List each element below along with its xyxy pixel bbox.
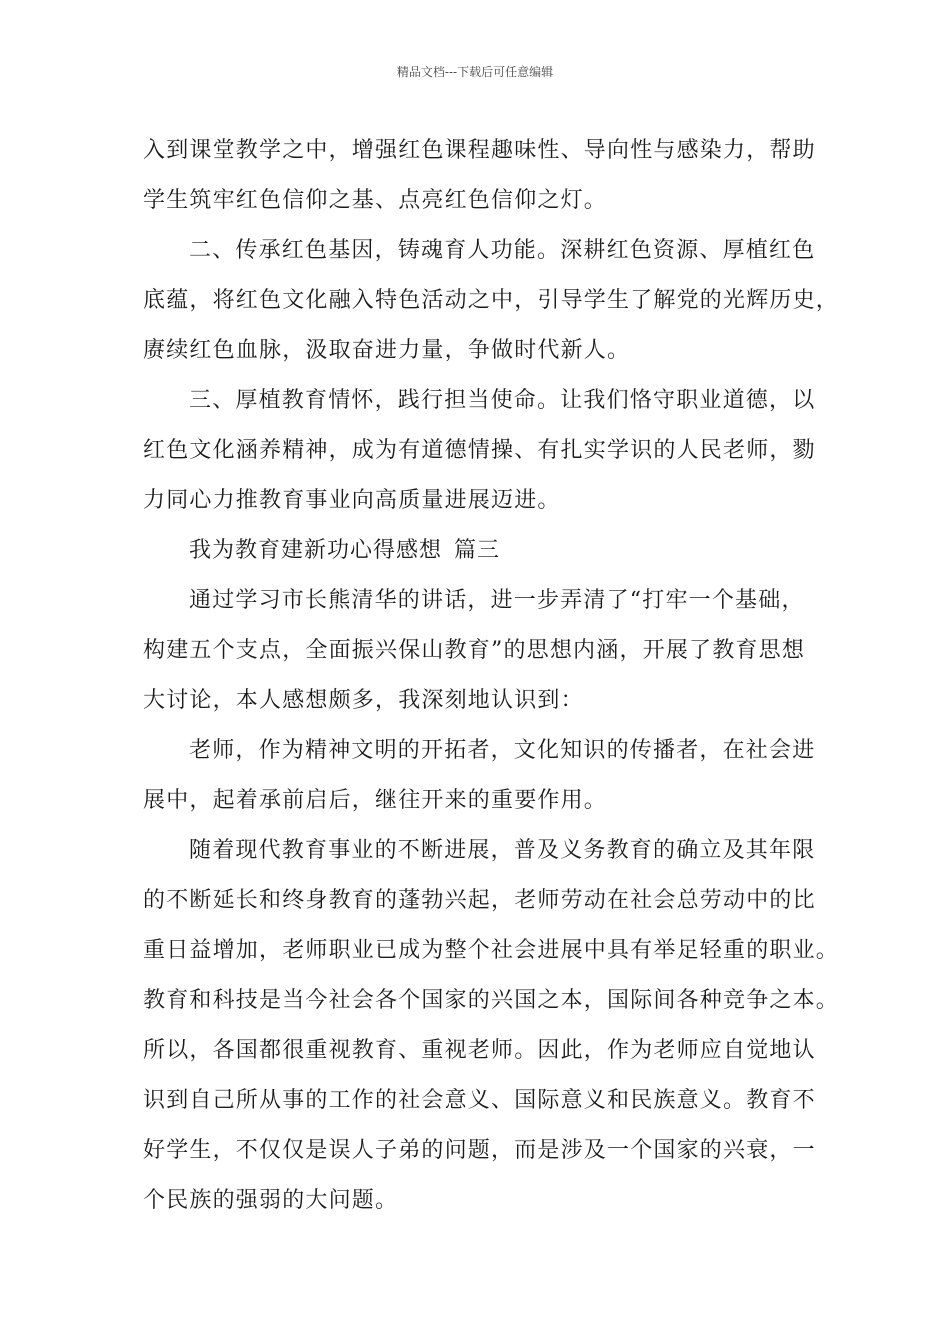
- text-line: 展中，起着承前启后，继往开来的重要作用。: [143, 788, 608, 813]
- text-line: 构建五个支点，全面振兴保山教育”的思想内涵，开展了教育思想: [143, 638, 806, 663]
- paragraph: [143, 726, 833, 826]
- text-line: 识到自己所从事的工作的社会意义、国际意义和民族意义。教育不: [143, 1088, 816, 1113]
- section-title: 我为教育建新功心得感想: [189, 538, 443, 563]
- paragraph: [143, 826, 840, 1226]
- text-line: 好学生，不仅仅是误人子弟的问题，而是涉及一个国家的兴衰，一: [143, 1138, 816, 1163]
- text-line: 老师，作为精神文明的开拓者，文化知识的传播者，在社会进: [189, 738, 816, 763]
- text-line: 教育和科技是当今社会各个国家的兴国之本，国际间各种竞争之本。: [143, 988, 840, 1013]
- document-body: [143, 126, 840, 1226]
- text-line: 二、传承红色基因，铸魂育人功能。深耕红色资源、厚植红色: [189, 238, 816, 263]
- text-line: 学生筑牢红色信仰之基、点亮红色信仰之灯。: [143, 188, 608, 213]
- text-line: 力同心力推教育事业向高质量进展迈进。: [143, 488, 561, 513]
- text-line: 所以，各国都很重视教育、重视老师。因此，作为老师应自觉地认: [143, 1038, 816, 1063]
- text-line: 入到课堂教学之中，增强红色课程趣味性、导向性与感染力，帮助: [143, 138, 816, 163]
- text-line: 三、厚植教育情怀，践行担当使命。让我们恪守职业道德，以: [189, 388, 816, 413]
- text-line: 红色文化涵养精神，成为有道德情操、有扎实学识的人民老师，勠: [143, 438, 816, 463]
- text-line: 的不断延长和终身教育的蓬勃兴起，老师劳动在社会总劳动中的比: [143, 888, 816, 913]
- text-line: 大讨论，本人感想颇多，我深刻地认识到：: [143, 688, 584, 713]
- text-line: 个民族的强弱的大问题。: [143, 1188, 399, 1213]
- paragraph: [143, 376, 833, 526]
- text-line: 随着现代教育事业的不断进展，普及义务教育的确立及其年限: [189, 838, 816, 863]
- text-line: 重日益增加，老师职业已成为整个社会进展中具有举足轻重的职业。: [143, 938, 840, 963]
- page-header: 精品文档---下载后可任意编辑: [396, 65, 554, 79]
- paragraph: [143, 576, 833, 726]
- paragraph: [143, 126, 833, 226]
- paragraph: [143, 226, 840, 376]
- text-line: 赓续红色血脉，汲取奋进力量，争做时代新人。: [143, 338, 631, 363]
- text-line: 通过学习市长熊清华的讲话，进一步弄清了“打牢一个基础，: [189, 588, 805, 613]
- section-part: 篇三: [454, 538, 501, 563]
- section-heading: [143, 526, 833, 576]
- text-line: 底蕴，将红色文化融入特色活动之中，引导学生了解党的光辉历史，: [143, 288, 840, 313]
